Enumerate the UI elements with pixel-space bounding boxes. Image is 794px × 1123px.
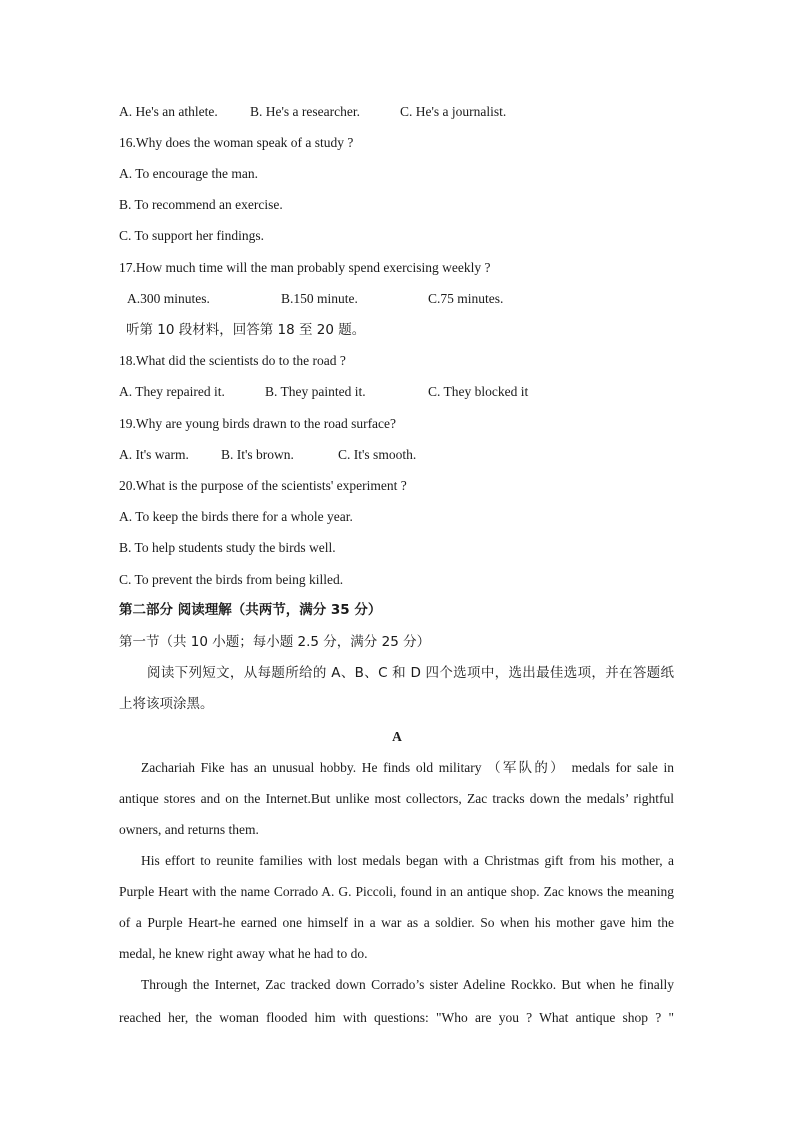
q18-question: 18.What did the scientists do to the road ? <box>119 353 346 368</box>
q15-option-b: B. He's a researcher. <box>250 104 361 119</box>
passage-p2-line2: Purple Heart with the name Corrado A. G. Piccoli, found in an antique shop. Zac knows the meaning <box>119 884 674 899</box>
q20-question: 20.What is the purpose of the scientists' experiment ? <box>119 478 407 493</box>
q17-option-c: C.75 minutes. <box>428 291 504 306</box>
q19-option-b: B. It's brown. <box>221 447 294 462</box>
q16-question: 16.Why does the woman speak of a study ? <box>119 135 354 150</box>
passage-p2-line3: of a Purple Heart-he earned one himself in a war as a soldier. So when his mother gave him the <box>119 915 674 930</box>
q15-option-a: A. He's an athlete. <box>119 104 218 119</box>
q18-option-a: A. They repaired it. <box>119 384 225 399</box>
q19-question: 19.Why are young birds drawn to the road surface? <box>119 416 397 431</box>
passage-p3-line1: Through the Internet, Zac tracked down Corrado’s sister Adeline Rockko. But when he finally <box>141 977 674 992</box>
q18-option-b: B. They painted it. <box>265 384 366 399</box>
q16-option-b: B. To recommend an exercise. <box>119 197 283 212</box>
passage-p2-line4: medal, he knew right away what he had to do. <box>119 946 368 961</box>
q15-option-c: C. He's a journalist. <box>400 104 507 119</box>
section1-heading: 第一节（共 10 小题；每小题 2.5 分，满分 25 分） <box>119 634 431 650</box>
passage-p2-line1: His effort to reunite families with lost medals began with a Christmas gift from his mother, a <box>141 853 674 868</box>
passage-p1-line1: Zachariah Fike has an unusual hobby. He finds old military （军队的） medals for sale in <box>141 760 674 775</box>
q20-option-b: B. To help students study the birds well. <box>119 540 336 555</box>
q20-option-a: A. To keep the birds there for a whole year. <box>119 509 353 524</box>
passage-title: A <box>392 729 402 744</box>
passage-p3-line2: reached her, the woman flooded him with questions: "Who are you ? What antique shop ? " <box>119 1010 674 1025</box>
q16-option-c: C. To support her findings. <box>119 228 265 243</box>
reading-instruction-line1: 阅读下列短文，从每题所给的 A、B、C 和 D 四个选项中，选出最佳选项，并在答题纸 <box>147 665 674 681</box>
passage-p1-line2: antique stores and on the Internet.But unlike most collectors, Zac tracks down the medals’ rightful <box>119 791 674 806</box>
q19-option-a: A. It's warm. <box>119 447 189 462</box>
q17-option-b: B.150 minute. <box>281 291 358 306</box>
q17-question: 17.How much time will the man probably spend exercising weekly ? <box>119 260 491 275</box>
reading-instruction-line2: 上将该项涂黑。 <box>119 696 214 712</box>
q17-option-a: A.300 minutes. <box>127 291 210 306</box>
q20-option-c: C. To prevent the birds from being killed. <box>119 572 344 587</box>
part2-heading: 第二部分 阅读理解（共两节，满分 35 分） <box>119 602 382 618</box>
section10-instruction: 听第 10 段材料，回答第 18 至 20 题。 <box>126 322 366 338</box>
passage-p1-line3: owners, and returns them. <box>119 822 259 837</box>
q18-option-c: C. They blocked it <box>428 384 529 399</box>
q16-option-a: A. To encourage the man. <box>119 166 259 181</box>
q19-option-c: C. It's smooth. <box>338 447 417 462</box>
